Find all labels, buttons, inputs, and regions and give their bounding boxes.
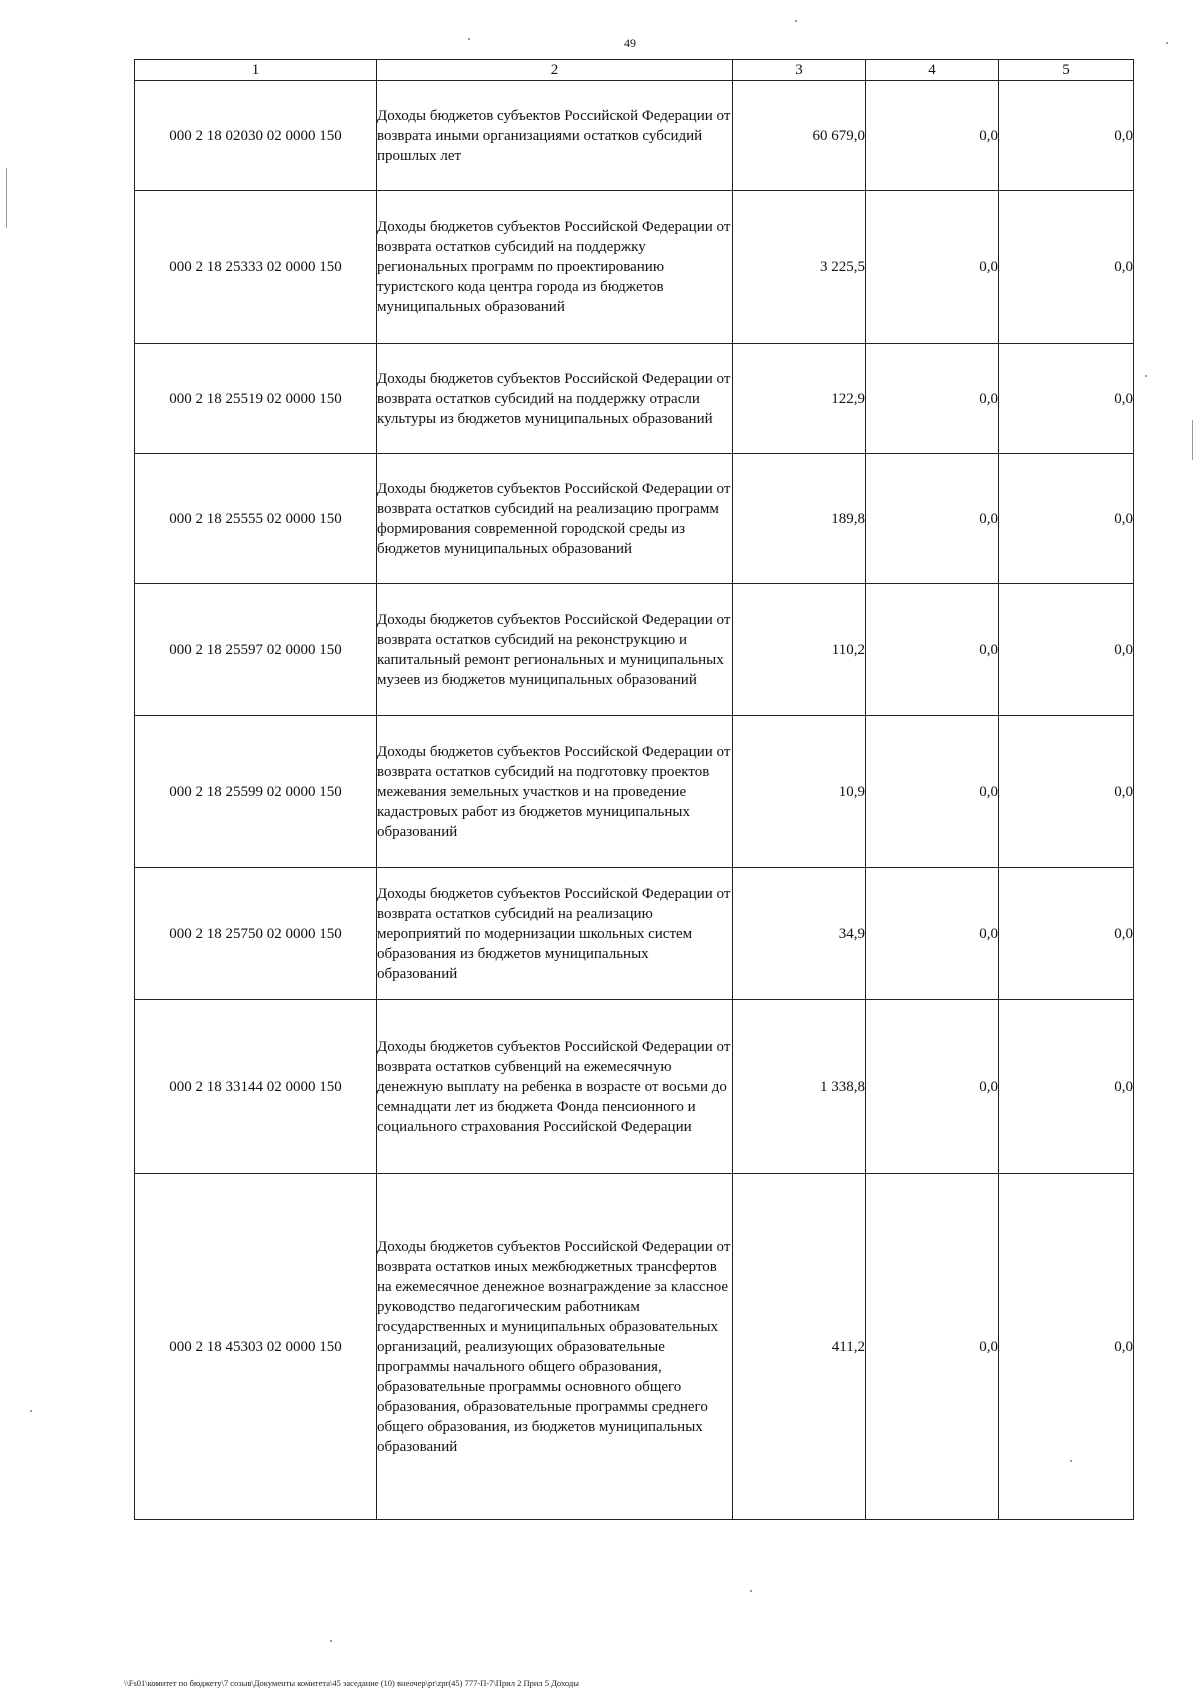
scan-speck: [1070, 1460, 1072, 1462]
row-description: Доходы бюджетов субъектов Российской Федерации от возврата остатков субсидий на реконструкцию и капитальный ремонт региональных и муниципальных музеев из бюджетов муниципальных образований: [377, 584, 733, 716]
row-col5: 0,0: [999, 191, 1134, 344]
row-description: Доходы бюджетов субъектов Российской Федерации от возврата остатков иных межбюджетных трансфертов на ежемесячное денежное вознаграждение за классное руководство педагогическим работникам государственных и муниципальных образовательных организаций, реализующих образовательные программы начального общего образования, образовательные программы основного общего образования, образовательные программы среднего общего образования, из бюджетов муниципальных образований: [377, 1174, 733, 1520]
row-col3: 60 679,0: [733, 81, 866, 191]
scan-speck: [30, 1410, 32, 1412]
header-col-4: 4: [866, 60, 999, 81]
header-col-2: 2: [377, 60, 733, 81]
row-description: Доходы бюджетов субъектов Российской Федерации от возврата остатков субсидий на реализацию программ формирования современной городской среды из бюджетов муниципальных образований: [377, 454, 733, 584]
row-col4: 0,0: [866, 716, 999, 868]
row-col3: 122,9: [733, 344, 866, 454]
row-code: 000 2 18 02030 02 0000 150: [135, 81, 377, 191]
row-col3: 411,2: [733, 1174, 866, 1520]
row-code: 000 2 18 25519 02 0000 150: [135, 344, 377, 454]
row-col5: 0,0: [999, 1000, 1134, 1174]
row-col5: 0,0: [999, 454, 1134, 584]
header-row: [135, 60, 1134, 81]
scan-speck: [795, 20, 797, 22]
row-col3: 34,9: [733, 868, 866, 1000]
row-code: 000 2 18 25555 02 0000 150: [135, 454, 377, 584]
row-col4: 0,0: [866, 1000, 999, 1174]
scan-speck: [1166, 42, 1168, 44]
row-code: 000 2 18 33144 02 0000 150: [135, 1000, 377, 1174]
row-col3: 189,8: [733, 454, 866, 584]
row-col5: 0,0: [999, 81, 1134, 191]
header-col-3: 3: [733, 60, 866, 81]
row-col5: 0,0: [999, 584, 1134, 716]
table-row: [135, 1174, 1134, 1520]
scan-edge-line: [6, 168, 7, 228]
row-col5: 0,0: [999, 868, 1134, 1000]
header-col-1: 1: [135, 60, 377, 81]
row-col4: 0,0: [866, 868, 999, 1000]
table-row: [135, 454, 1134, 584]
row-code: 000 2 18 25597 02 0000 150: [135, 584, 377, 716]
row-col3: 3 225,5: [733, 191, 866, 344]
row-description: Доходы бюджетов субъектов Российской Федерации от возврата остатков субсидий на поддержку региональных программ по проектированию туристского кода центра города из бюджетов муниципальных образований: [377, 191, 733, 344]
row-col3: 1 338,8: [733, 1000, 866, 1174]
footer-file-path: \\Fs01\комитет по бюджету\7 созыв\Документы комитета\45 заседание (10) внеочер\pr\zpr(45) 777-П-7\Прил 2 Прил 5 Доходы: [124, 1678, 579, 1688]
row-code: 000 2 18 45303 02 0000 150: [135, 1174, 377, 1520]
row-col5: 0,0: [999, 1174, 1134, 1520]
table-row: [135, 344, 1134, 454]
row-col4: 0,0: [866, 344, 999, 454]
scan-speck: [330, 1640, 332, 1642]
row-code: 000 2 18 25750 02 0000 150: [135, 868, 377, 1000]
row-col3: 110,2: [733, 584, 866, 716]
scan-speck: [468, 38, 470, 40]
row-col4: 0,0: [866, 191, 999, 344]
table-row: [135, 716, 1134, 868]
row-col4: 0,0: [866, 1174, 999, 1520]
scan-edge-line: [1192, 420, 1193, 460]
table-row: [135, 191, 1134, 344]
scan-speck: [1145, 375, 1147, 377]
table-row: [135, 584, 1134, 716]
row-description: Доходы бюджетов субъектов Российской Федерации от возврата остатков субсидий на реализацию мероприятий по модернизации школьных систем образования из бюджетов муниципальных образований: [377, 868, 733, 1000]
budget-table: [134, 59, 1134, 1520]
row-description: Доходы бюджетов субъектов Российской Федерации от возврата иными организациями остатков субсидий прошлых лет: [377, 81, 733, 191]
row-description: Доходы бюджетов субъектов Российской Федерации от возврата остатков субвенций на ежемесячную денежную выплату на ребенка в возрасте от восьми до семнадцати лет из бюджета Фонда пенсионного и социального страхования Российской Федерации: [377, 1000, 733, 1174]
row-description: Доходы бюджетов субъектов Российской Федерации от возврата остатков субсидий на поддержку отрасли культуры из бюджетов муниципальных образований: [377, 344, 733, 454]
header-col-5: 5: [999, 60, 1134, 81]
scan-speck: [750, 1590, 752, 1592]
row-col5: 0,0: [999, 716, 1134, 868]
row-col4: 0,0: [866, 81, 999, 191]
row-col4: 0,0: [866, 454, 999, 584]
row-code: 000 2 18 25599 02 0000 150: [135, 716, 377, 868]
row-description: Доходы бюджетов субъектов Российской Федерации от возврата остатков субсидий на подготовку проектов межевания земельных участков и на проведение кадастровых работ из бюджетов муниципальных образований: [377, 716, 733, 868]
table-row: [135, 868, 1134, 1000]
page-number: 49: [624, 36, 636, 50]
table-row: [135, 1000, 1134, 1174]
row-col4: 0,0: [866, 584, 999, 716]
table-row: [135, 81, 1134, 191]
row-col5: 0,0: [999, 344, 1134, 454]
row-code: 000 2 18 25333 02 0000 150: [135, 191, 377, 344]
row-col3: 10,9: [733, 716, 866, 868]
